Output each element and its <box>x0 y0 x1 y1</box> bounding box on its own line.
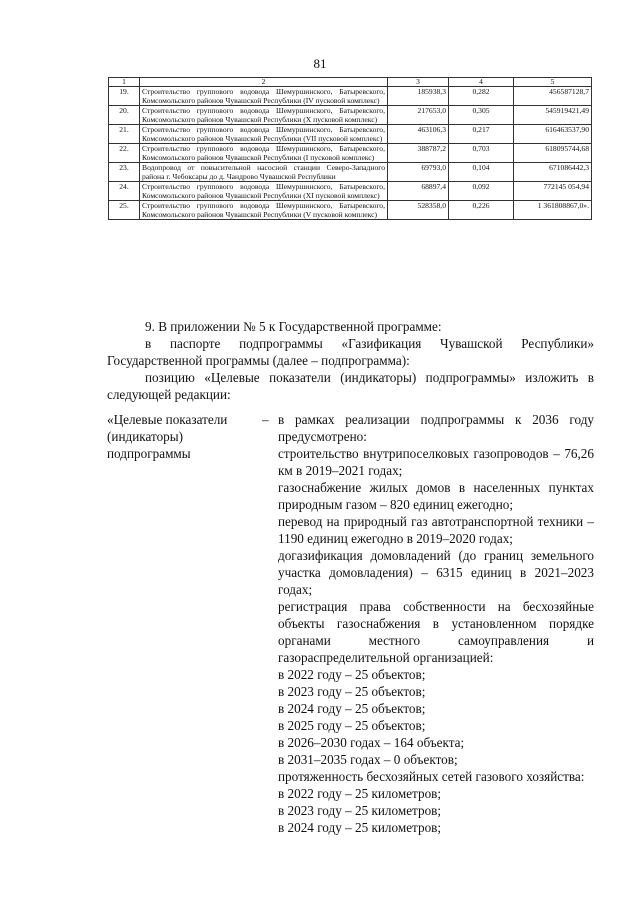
water-pipeline-table <box>108 77 592 220</box>
cost-cell: 618095744,68 <box>514 144 592 163</box>
value-cell: 528358,0 <box>388 201 449 220</box>
indicator-line: протяженность бесхозяйных сетей газового хозяйства: <box>278 769 585 784</box>
separator-dash: – <box>262 412 269 427</box>
table-row <box>109 87 592 106</box>
value-cell: 69793,0 <box>388 163 449 182</box>
indicator-line: в 2031–2035 годах – 0 объектов; <box>278 752 458 767</box>
value-cell: 68897,4 <box>388 182 449 201</box>
table-row <box>109 144 592 163</box>
table-row <box>109 106 592 125</box>
object-name-cell: Строительство группового водовода Шемуршинского, Батыревского, Комсомольского районов Чувашской Республики (X пусковой комплекс) <box>140 106 388 125</box>
object-name-cell: Строительство группового водовода Шемуршинского, Батыревского, Комсомольского районов Чувашской Республики (VII пусковой комплекс) <box>140 125 388 144</box>
value-cell: 185938,3 <box>388 87 449 106</box>
object-name-cell: Строительство группового водовода Шемуршинского, Батыревского, Комсомольского районов Чувашской Республики (IV пусковой комплекс) <box>140 87 388 106</box>
indicator-line: догазификация домовладений (до границ земельного участка домовладения) – 6315 единиц в 2021–2023 годах; <box>278 548 594 597</box>
length-cell: 0,226 <box>449 201 514 220</box>
object-name-cell: Водопровод от повысительной насосной станции Северо-Западного района г. Чебоксары до д. Чандрово Чувашской Республики <box>140 163 388 182</box>
indicator-line: в 2024 году – 25 объектов; <box>278 701 426 716</box>
indicator-line: в 2023 году – 25 объектов; <box>278 684 426 699</box>
length-cell: 0,703 <box>449 144 514 163</box>
indicator-line: регистрация права собственности на бесхозяйные объекты газоснабжения в установленном порядке органами местного самоуправления и газораспределительной организацией: <box>278 599 594 665</box>
header-cell: 3 <box>388 78 449 87</box>
indicator-line: в 2024 году – 25 километров; <box>278 820 442 835</box>
object-name-cell: Строительство группового водовода Шемуршинского, Батыревского, Комсомольского районов Чувашской Республики (V пусковой комплекс) <box>140 201 388 220</box>
indicator-line: газоснабжение жилых домов в населенных пунктах природным газом – 820 единиц ежегодно; <box>278 480 594 512</box>
cost-cell: 671086442,3 <box>514 163 592 182</box>
cost-cell: 772145 054,94 <box>514 182 592 201</box>
indicator-line: в 2023 году – 25 километров; <box>278 803 442 818</box>
length-cell: 0,217 <box>449 125 514 144</box>
table-row <box>109 182 592 201</box>
paragraph-position: позицию «Целевые показатели (индикаторы) подпрограммы» изложить в следующей редакции: <box>107 370 594 402</box>
cost-cell: 1 361808867,0». <box>514 201 592 220</box>
row-number-cell: 24. <box>109 182 140 201</box>
value-cell: 463106,3 <box>388 125 449 144</box>
page-number: 81 <box>313 56 327 71</box>
header-cell: 5 <box>514 78 592 87</box>
paragraph-item-9: 9. В приложении № 5 к Государственной программе: <box>145 319 442 334</box>
header-cell: 1 <box>109 78 140 87</box>
object-name-cell: Строительство группового водовода Шемуршинского, Батыревского, Комсомольского районов Чувашской Республики (XI пусковой комплекс) <box>140 182 388 201</box>
table-header-row <box>109 78 592 87</box>
row-number-cell: 22. <box>109 144 140 163</box>
table-row <box>109 125 592 144</box>
row-number-cell: 19. <box>109 87 140 106</box>
cost-cell: 616463537,90 <box>514 125 592 144</box>
row-number-cell: 21. <box>109 125 140 144</box>
indicator-line: в 2022 году – 25 объектов; <box>278 667 426 682</box>
cost-cell: 545919421,49 <box>514 106 592 125</box>
cost-cell: 456587128,7 <box>514 87 592 106</box>
object-name-cell: Строительство группового водовода Шемуршинского, Батыревского, Комсомольского районов Чувашской Республики (I пусковой комплекс) <box>140 144 388 163</box>
value-cell: 388787,2 <box>388 144 449 163</box>
row-number-cell: 20. <box>109 106 140 125</box>
header-cell: 2 <box>140 78 388 87</box>
table-row <box>109 163 592 182</box>
indicators-label: «Целевые показатели (индикаторы) подпрограммы <box>107 412 228 461</box>
length-cell: 0,282 <box>449 87 514 106</box>
indicator-line: в рамках реализации подпрограммы к 2036 году предусмотрено: <box>278 412 594 444</box>
row-number-cell: 23. <box>109 163 140 182</box>
table-row <box>109 201 592 220</box>
header-cell: 4 <box>449 78 514 87</box>
length-cell: 0,092 <box>449 182 514 201</box>
length-cell: 0,305 <box>449 106 514 125</box>
indicator-line: в 2025 году – 25 объектов; <box>278 718 426 733</box>
indicator-line: перевод на природный газ автотранспортной техники – 1190 единиц ежегодно в 2019–2020 годах; <box>278 514 594 546</box>
paragraph-passport: в паспорте подпрограммы «Газификация Чувашской Республики» Государственной программы (далее – подпрограмма): <box>107 336 594 368</box>
row-number-cell: 25. <box>109 201 140 220</box>
indicator-line: в 2026–2030 годах – 164 объекта; <box>278 735 465 750</box>
indicator-line: в 2022 году – 25 километров; <box>278 786 442 801</box>
indicator-line: строительство внутрипоселковых газопроводов – 76,26 км в 2019–2021 годах; <box>278 446 594 478</box>
indicators-content <box>278 411 594 836</box>
length-cell: 0,104 <box>449 163 514 182</box>
value-cell: 217653,0 <box>388 106 449 125</box>
